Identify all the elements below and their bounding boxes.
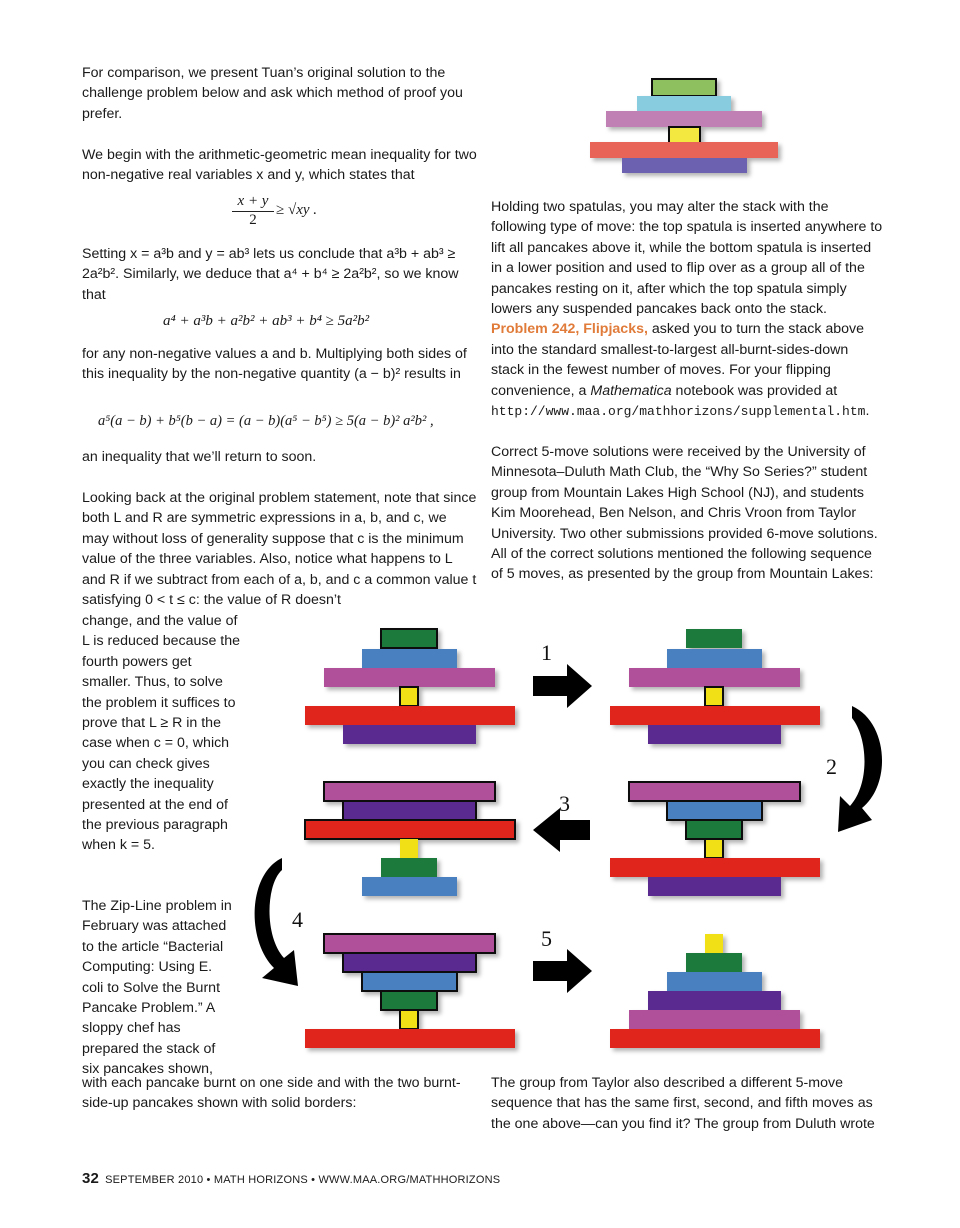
pancake-green bbox=[381, 629, 437, 648]
pancake-purple bbox=[648, 991, 781, 1010]
stack-solved bbox=[610, 934, 820, 1048]
pancake-yellow bbox=[400, 839, 418, 858]
pancake-green bbox=[686, 820, 742, 839]
stack-after-move-1 bbox=[610, 629, 820, 744]
pancake-purple bbox=[343, 953, 476, 972]
stack-after-move-3 bbox=[305, 782, 515, 896]
step-label-1: 1 bbox=[541, 640, 552, 665]
pancake-purple bbox=[648, 725, 781, 744]
mathematica-text: Mathematica bbox=[590, 382, 672, 399]
pancake-blue bbox=[667, 972, 762, 991]
pancake-red bbox=[305, 820, 515, 839]
setting-paragraph: Setting x = a³b and y = ab³ lets us conclude that a³b + ab³ ≥ 2a²b². Similarly, we deduce that a⁴ + b⁴ ≥ 2a²b², so we know that bbox=[82, 246, 459, 303]
multiply-paragraph: for any non-negative values a and b. Multiplying both sides of this inequality by the non-negative quantity (a − b)² results in bbox=[82, 346, 467, 383]
spatula-paragraph: Holding two spatulas, you may alter the stack with the following type of move: the top spatula is inserted anywhere to lift all pancakes above it, while the bottom spatula is inserted in a lower position and used to flip over as a group all of the pancakes resting on it, after which the top spatula simply lowers any suspended pancakes back onto the stack. Problem 242, Flipjacks, asked you to turn the stack above into the standard smallest-to-largest all-burnt-sides-down stack in the fewest number of moves. For your flipping convenience, a Mathematica notebook was provided at http://www.maa.org/mathhorizons/supplemental.htm. bbox=[491, 199, 883, 420]
pancake-red bbox=[305, 706, 515, 725]
supplemental-url[interactable]: http://www.maa.org/mathhorizons/supplemental.htm bbox=[491, 404, 866, 420]
stack-after-move-2 bbox=[610, 782, 820, 896]
step-label-3: 3 bbox=[559, 791, 570, 816]
spatula-text: Holding two spatulas, you may alter the stack with the following type of move: the top spatula is inserted anywhere to lift all pancakes above it, while the bottom spatula is inserted in a lower position and used to flip over as a group all of the pancakes resting on it, after which the top spatula simply lowers any suspended pancakes back onto the stack. bbox=[491, 199, 883, 318]
pancake-blue bbox=[362, 972, 457, 991]
arrow-right-icon bbox=[533, 664, 592, 708]
amgm-paragraph: We begin with the arithmetic-geometric mean inequality for two non-negative real variables x and y, which states that bbox=[82, 147, 477, 184]
notebook-text: notebook was provided at bbox=[671, 382, 838, 399]
amgm-rhs: ≥ √xy . bbox=[276, 202, 318, 218]
problem-242-link[interactable]: Problem 242, Flipjacks, bbox=[491, 321, 648, 338]
stack-after-move-4 bbox=[305, 934, 515, 1048]
equation-sum-inequality: a⁴ + a³b + a²b² + ab³ + b⁴ ≥ 5a²b² bbox=[163, 313, 370, 329]
pancake-blue bbox=[362, 877, 457, 896]
pancake-light-blue bbox=[637, 96, 731, 112]
footer-text: SEPTEMBER 2010 • MATH HORIZONS • WWW.MAA.ORG/MATHHORIZONS bbox=[105, 1174, 501, 1186]
pancake-purple bbox=[343, 725, 476, 744]
step-label-5: 5 bbox=[541, 926, 552, 951]
pancake-blue bbox=[667, 649, 762, 668]
pancake-coral bbox=[590, 142, 778, 158]
return-paragraph: an inequality that we’ll return to soon. bbox=[82, 449, 317, 465]
pancake-green bbox=[652, 79, 716, 96]
original-stack bbox=[590, 79, 778, 173]
solvers-paragraph: Correct 5-move solutions were received by the University of Minnesota–Duluth Math Club, the “Why So Series?” student group from Mountain Lakes High School (NJ), and students Kim Moorehead, Ben Nelson, and Chris Vroon from Taylor University. Two other submissions provided 6-move solutions. All of the correct solutions mentioned the following sequence of 5 moves, as presented by the group from Mountain Lakes: bbox=[491, 444, 878, 583]
pancake-blue bbox=[667, 801, 762, 820]
zipline-paragraph: The Zip-Line problem in February was attached to the article “Bacterial Computing: Using E. coli to Solve the Burnt Pancake Problem.” A sloppy chef has prepared the stack of six pancakes shown, bbox=[82, 898, 232, 1078]
pancake-yellow bbox=[400, 1010, 418, 1029]
step-label-2: 2 bbox=[826, 754, 837, 779]
stack-initial bbox=[305, 629, 515, 744]
pancake-magenta bbox=[324, 782, 495, 801]
arrow-right-icon bbox=[533, 949, 592, 993]
pancake-red bbox=[610, 1029, 820, 1048]
symmetric-paragraph-cont: change, and the value of L is reduced because the fourth powers get smaller. Thus, to solve the problem it suffices to prove that L ≥ R in the case when c = 0, which you can check gives exactly the inequality presented at the end of the previous paragraph when k = 5. bbox=[82, 613, 241, 854]
pancake-purple bbox=[343, 801, 476, 820]
symmetric-paragraph: Looking back at the original problem statement, note that since both L and R are symmetric expressions in a, b, and c, we may without loss of generality suppose that c is the minimum value of the three variables. Also, notice what happens to L and R if we subtract from each of a, b, and c a common value t satisfying 0 < t ≤ c: the value of R doesn’t bbox=[82, 490, 477, 609]
amgm-numerator: x + y bbox=[232, 193, 274, 212]
pancake-green bbox=[686, 629, 742, 648]
step-label-4: 4 bbox=[292, 907, 303, 932]
pancake-purple bbox=[648, 877, 781, 896]
pancake-yellow bbox=[705, 687, 723, 706]
zipline-paragraph-cont: with each pancake burnt on one side and with the two burnt-side-up pancakes shown with solid borders: bbox=[82, 1075, 461, 1112]
pancake-pink bbox=[606, 111, 762, 127]
pancake-magenta bbox=[324, 934, 495, 953]
pancake-magenta bbox=[629, 668, 800, 687]
pancake-yellow bbox=[400, 687, 418, 706]
pancake-magenta bbox=[629, 782, 800, 801]
pancake-indigo bbox=[622, 158, 747, 173]
page-number: 32 bbox=[82, 1170, 100, 1187]
intro-paragraph: For comparison, we present Tuan’s original solution to the challenge problem below and ask which method of proof you prefer. bbox=[82, 65, 463, 122]
curved-arrow-down-icon bbox=[838, 706, 882, 832]
pancake-red bbox=[610, 858, 820, 877]
pancake-yellow bbox=[669, 127, 700, 143]
page-footer bbox=[82, 1170, 500, 1187]
flipjacks-text: asked you to turn the stack above into the standard smallest-to-largest all-burnt-sides-down stack in the fewest number of moves. For your flipping convenience, a bbox=[491, 321, 865, 399]
pancake-yellow bbox=[705, 934, 723, 953]
pancake-green bbox=[381, 991, 437, 1010]
pancake-blue bbox=[362, 649, 457, 668]
pancake-yellow bbox=[705, 839, 723, 858]
pancake-magenta bbox=[629, 1010, 800, 1029]
taylor-paragraph: The group from Taylor also described a different 5-move sequence that has the same first, second, and fifth moves as the one above—can you find it? The group from Duluth wrote bbox=[491, 1075, 875, 1132]
amgm-denominator: 2 bbox=[249, 212, 257, 228]
equation-factored: a⁵(a − b) + b⁵(b − a) = (a − b)(a⁵ − b⁵) ≥ 5(a − b)² a²b² , bbox=[98, 413, 434, 429]
pancake-red bbox=[610, 706, 820, 725]
pancake-green bbox=[686, 953, 742, 972]
pancake-red bbox=[305, 1029, 515, 1048]
pancake-magenta bbox=[324, 668, 495, 687]
pancake-green bbox=[381, 858, 437, 877]
